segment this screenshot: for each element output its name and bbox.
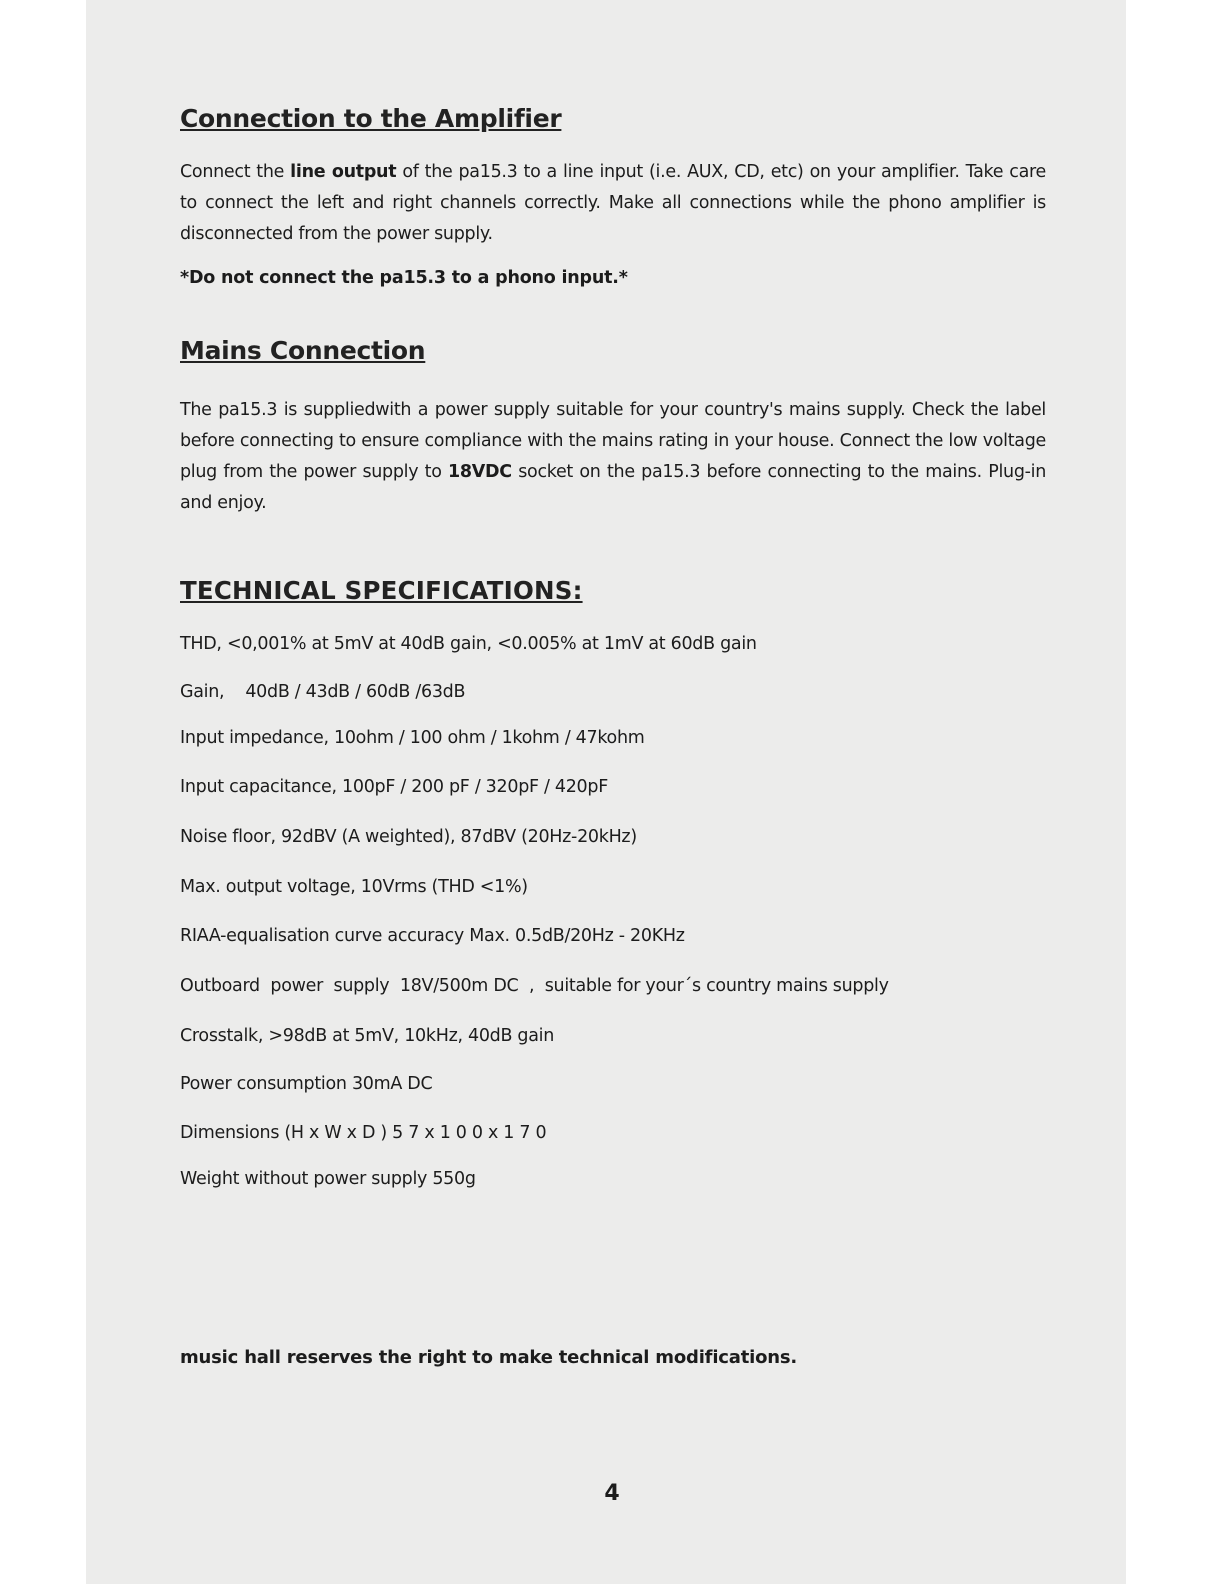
spec-crosstalk: Crosstalk, >98dB at 5mV, 10kHz, 40dB gain	[180, 1026, 555, 1046]
line-output-term: line output	[290, 162, 397, 182]
modification-notice: music hall reserves the right to make technical modifications.	[180, 1347, 798, 1368]
mains-text-start: The pa15.3 is suppliedwith a power supply suitable for your country's mains supply. Check the label before connecting to ensure compliance with the mains rating in your house. Connect the low voltage plug from the power supply to	[180, 400, 1046, 482]
spec-thd: THD, <0,001% at 5mV at 40dB gain, <0.005% at 1mV at 60dB gain	[180, 634, 757, 654]
spec-input-impedance: Input impedance, 10ohm / 100 ohm / 1kohm / 47kohm	[180, 728, 645, 748]
amplifier-connection-heading: Connection to the Amplifier	[180, 104, 562, 133]
spec-power-consumption: Power consumption 30mA DC	[180, 1074, 433, 1094]
mains-text-rest: socket on the pa15.3 before connecting to the mains. Plug-in and enjoy.	[180, 462, 1047, 513]
mains-connection-paragraph	[180, 395, 1046, 519]
amp-text-start: Connect the	[180, 162, 291, 182]
amplifier-connection-paragraph	[180, 157, 1046, 250]
spec-dimensions: Dimensions (H x W x D ) 5 7 x 1 0 0 x 1 7 0	[180, 1123, 547, 1143]
technical-specifications-heading: TECHNICAL SPECIFICATIONS:	[180, 576, 583, 605]
spec-input-capacitance: Input capacitance, 100pF / 200 pF / 320pF / 420pF	[180, 777, 608, 797]
spec-power-supply: Outboard power supply 18V/500m DC , suitable for your´s country mains supply	[180, 976, 889, 996]
phono-input-warning: *Do not connect the pa15.3 to a phono input.*	[180, 268, 628, 288]
spec-noise-floor: Noise floor, 92dBV (A weighted), 87dBV (20Hz-20kHz)	[180, 827, 637, 847]
voltage-term: 18VDC	[448, 462, 512, 482]
spec-gain: Gain, 40dB / 43dB / 60dB /63dB	[180, 682, 466, 702]
mains-connection-heading: Mains Connection	[180, 336, 426, 365]
spec-riaa-accuracy: RIAA-equalisation curve accuracy Max. 0.5dB/20Hz - 20KHz	[180, 926, 685, 946]
amp-text-rest: of the pa15.3 to a line input (i.e. AUX, CD, etc) on your amplifier. Take care to connect the left and right channels correctly. Make all connections while the phono amplifier is disconnected from the power supply.	[180, 162, 1047, 244]
spec-weight: Weight without power supply 550g	[180, 1169, 476, 1189]
page-number: 4	[604, 1481, 620, 1506]
spec-max-output-voltage: Max. output voltage, 10Vrms (THD <1%)	[180, 877, 528, 897]
